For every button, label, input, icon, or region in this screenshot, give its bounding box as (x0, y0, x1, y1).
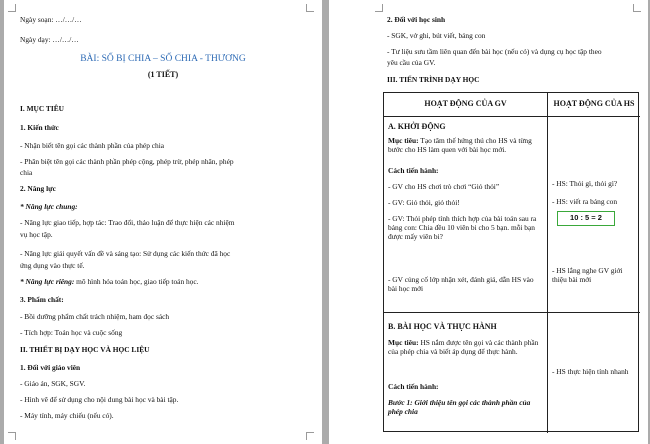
section-heading: II. THIẾT BỊ DẠY HỌC VÀ HỌC LIỆU (20, 345, 150, 354)
crop-mark (8, 432, 16, 440)
paragraph (20, 277, 199, 286)
table-column-divider (547, 93, 548, 433)
paragraph: yêu cầu của GV. (387, 58, 436, 67)
paragraph: - SGK, vở ghi, bút viết, bảng con (387, 31, 486, 40)
subsection-heading: 1. Đối với giáo viên (20, 363, 81, 372)
paragraph: vụ học tập. (20, 230, 53, 239)
crop-mark (306, 4, 314, 12)
paragraph: - Giáo án, SGK, SGV. (20, 379, 86, 388)
table-row-divider (384, 116, 640, 117)
table-paragraph: Cách tiến hành: (388, 166, 439, 175)
crop-mark (306, 432, 314, 440)
table-paragraph: - HS: Thỏi gì, thỏi gì? (552, 179, 618, 188)
lesson-plan-table (383, 92, 639, 432)
subsection-heading: 3. Phẩm chất: (20, 295, 64, 304)
section-heading: I. MỤC TIÊU (20, 104, 65, 113)
paragraph-label: * Năng lực riêng: (20, 277, 75, 286)
paragraph: - Nhận biết tên gọi các thành phần của phép chia (20, 141, 165, 150)
table-header-gv: HOẠT ĐỘNG CỦA GV (424, 99, 507, 108)
paragraph-text: Tạo tâm thế hứng thú cho HS và từng bước cho HS làm quen với bài học mới. (388, 136, 532, 154)
paragraph: - Máy tính, máy chiếu (nếu có). (20, 411, 114, 420)
paragraph: * Năng lực chung: (20, 202, 78, 211)
document-page-right (329, 0, 648, 444)
paragraph-label: Mục tiêu: (388, 136, 419, 145)
table-paragraph: - GV: Giỏ thỏi, giỏ thỏi! (388, 198, 460, 207)
paragraph-text: mô hình hóa toán học, giao tiếp toán học. (74, 277, 199, 286)
paragraph: - Phân biệt tên gọi các thành phần phép cộng, phép trừ, phép nhân, phép (20, 157, 234, 166)
paragraph: ứng dụng vào thực tế. (20, 261, 85, 270)
table-paragraph: Bước 1: Giới thiệu tên gọi các thành phần của phép chia (388, 398, 531, 416)
table-header-hs: HOẠT ĐỘNG CỦA HS (553, 99, 635, 108)
table-section-heading: A. KHỞI ĐỘNG (388, 122, 446, 131)
subsection-heading: 1. Kiến thức (20, 123, 59, 132)
subsection-heading: 2. Năng lực (20, 184, 56, 193)
paragraph: - Năng lực giao tiếp, hợp tác: Trao đổi, thảo luận để thực hiện các nhiệm (20, 218, 235, 227)
paragraph: - Hình vẽ để sử dụng cho nội dung bài học và bài tập. (20, 395, 179, 404)
subsection-heading: 2. Đối với học sinh (387, 15, 446, 24)
paragraph: chia (20, 168, 33, 177)
table-paragraph: - HS thực hiện tính nhanh (552, 367, 629, 376)
paragraph-text: HS nắm được tên gọi và các thành phần của phép chia và biết áp dụng để thực hành. (388, 338, 539, 356)
table-paragraph: - HS lắng nghe GV giới thiệu bài mới (552, 266, 623, 284)
lesson-title: BÀI: SỐ BỊ CHIA – SỐ CHIA - THƯƠNG (80, 54, 246, 64)
table-paragraph (388, 136, 544, 154)
date-taught: Ngày dạy: …/…/… (20, 35, 79, 44)
table-paragraph: - GV củng cố lớp nhận xét, đánh giá, dẫn HS vào bài học mới (388, 275, 534, 293)
equation-box: 10 : 5 = 2 (557, 211, 615, 226)
paragraph: - Năng lực giải quyết vấn đề và sáng tạo: Sử dụng các kiến thức đã học (20, 249, 231, 258)
crop-mark (633, 4, 641, 12)
crop-mark (375, 4, 383, 12)
crop-mark (8, 4, 16, 12)
table-paragraph: - GV cho HS chơi trò chơi “Giỏ thỏi” (388, 182, 500, 191)
date-prepared: Ngày soạn: …/…/… (20, 15, 82, 24)
paragraph: - Bồi dưỡng phẩm chất trách nhiệm, ham đọc sách (20, 312, 170, 321)
table-paragraph: Cách tiến hành: (388, 382, 439, 391)
document-page-left (4, 0, 322, 444)
paragraph: - Tích hợp: Toán học và cuộc sống (20, 328, 123, 337)
table-paragraph (388, 338, 544, 356)
paragraph: - Tư liệu sưu tầm liên quan đến bài học (nếu có) và dụng cụ học tập theo (387, 47, 602, 56)
table-paragraph: - GV: Thỏi phép tính thích hợp của bài toán sau ra bảng con: Chia đều 10 viên bi cho 5 bạn. mỗi bạn được mấy viên bi? (388, 214, 537, 241)
table-paragraph: - HS: viết ra bảng con (552, 197, 618, 206)
paragraph-label: Mục tiêu: (388, 338, 419, 347)
lesson-subtitle: (1 TIẾT) (147, 70, 179, 79)
section-heading: III. TIẾN TRÌNH DẠY HỌC (387, 75, 480, 84)
table-section-heading: B. BÀI HỌC VÀ THỰC HÀNH (388, 322, 497, 331)
table-row-divider (384, 312, 640, 313)
